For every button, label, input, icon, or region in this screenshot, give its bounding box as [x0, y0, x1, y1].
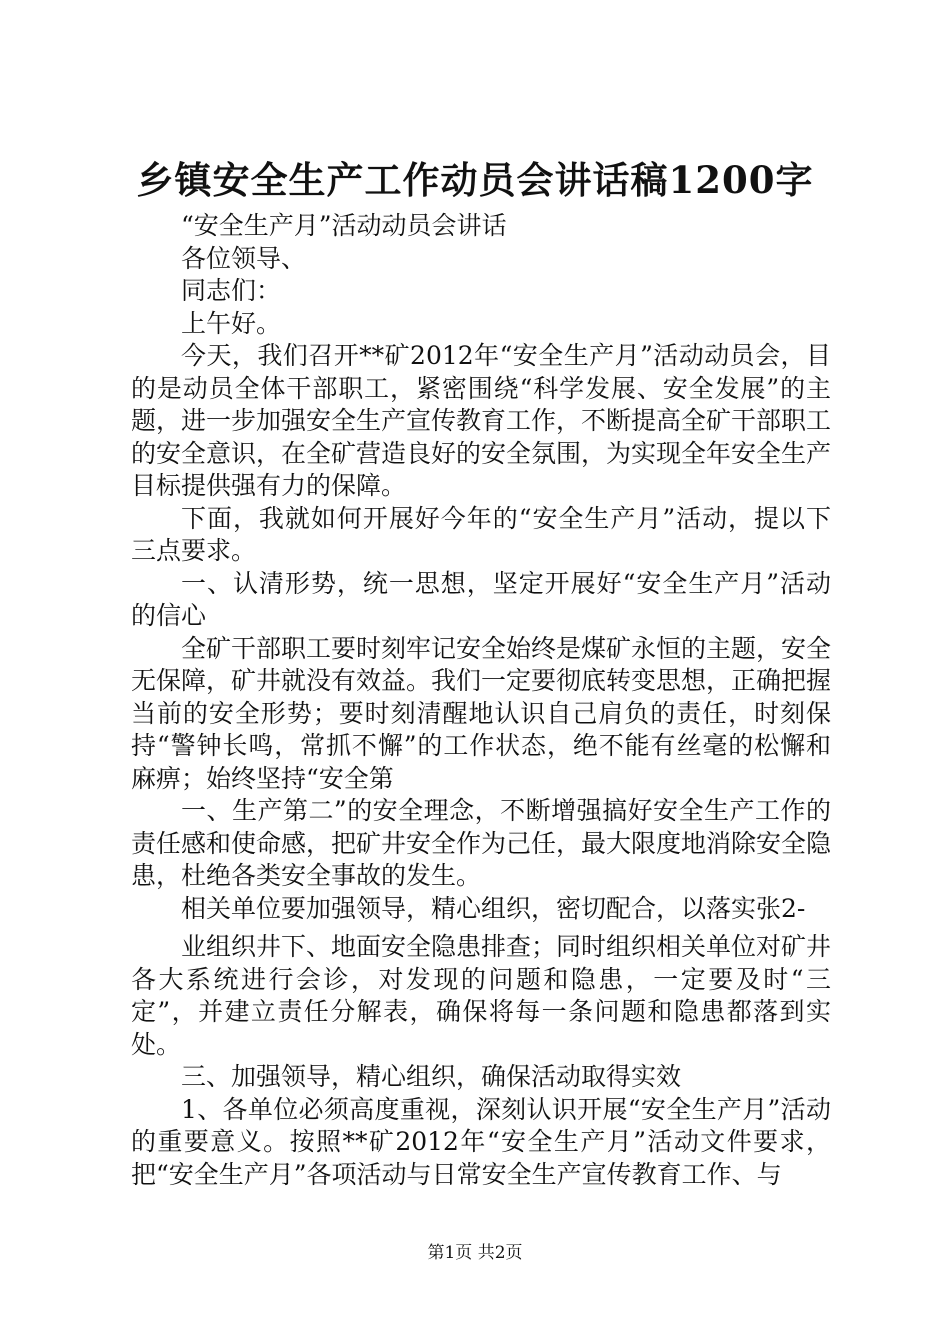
- document-body-part2: [131, 931, 831, 1191]
- paragraph: 各位领导、: [181, 243, 307, 273]
- section-heading: 三、加强领导，精心组织，确保活动取得实效: [181, 1062, 682, 1091]
- paragraph: 一、生产第二”的安全理念，不断增强搞好安全生产工作的责任感和使命感，把矿井安全作为己任，最大限度地消除安全隐患，杜绝各类安全事故的发生。: [131, 796, 832, 890]
- paragraph: 1、各单位必须高度重视，深刻认识开展“安全生产月”活动的重要意义。按照**矿2012年“安全生产月”活动文件要求，把“安全生产月”各项活动与日常安全生产宣传教育工作、与: [131, 1094, 831, 1189]
- page-footer: 第1页 共2页: [427, 1243, 523, 1263]
- paragraph: 全矿干部职工要时刻牢记安全始终是煤矿永恒的主题，安全无保障，矿井就没有效益。我们一定要彻底转变思想，正确把握当前的安全形势；要时刻清醒地认识自己肩负的责任，时刻保持“警钟长鸣，常抓不懈”的工作状态，绝不能有丝毫的松懈和麻痹；始终坚持“安全第: [131, 633, 832, 793]
- paragraph: 下面，我就如何开展好今年的“安全生产月”活动，提以下三点要求。: [131, 503, 831, 565]
- paragraph: 上午好。: [181, 308, 282, 338]
- paragraph: 相关单位要加强领导，精心组织，密切配合，以落实张2-: [181, 893, 806, 923]
- paragraph: 同志们：: [181, 276, 282, 305]
- section-heading: 一、认清形势，统一思想，坚定开展好“安全生产月”活动的信心: [131, 568, 831, 630]
- paragraph: 今天，我们召开**矿2012年“安全生产月”活动动员会，目的是动员全体干部职工，紧密围绕“科学发展、安全发展”的主题，进一步加强安全生产宣传教育工作，不断提高全矿干部职工的安全意识，在全矿营造良好的安全氛围，为实现全年安全生产目标提供强有力的保障。: [131, 341, 832, 500]
- paragraph: “安全生产月”活动动员会讲话: [181, 211, 507, 240]
- document-body-part1: [131, 210, 831, 925]
- document-title: 乡镇安全生产工作动员会讲话稿1200字: [136, 158, 814, 202]
- paragraph: 业组织井下、地面安全隐患排查；同时组织相关单位对矿井各大系统进行会诊，对发现的问题和隐患，一定要及时“三定”，并建立责任分解表，确保将每一条问题和隐患都落到实处。: [131, 932, 832, 1059]
